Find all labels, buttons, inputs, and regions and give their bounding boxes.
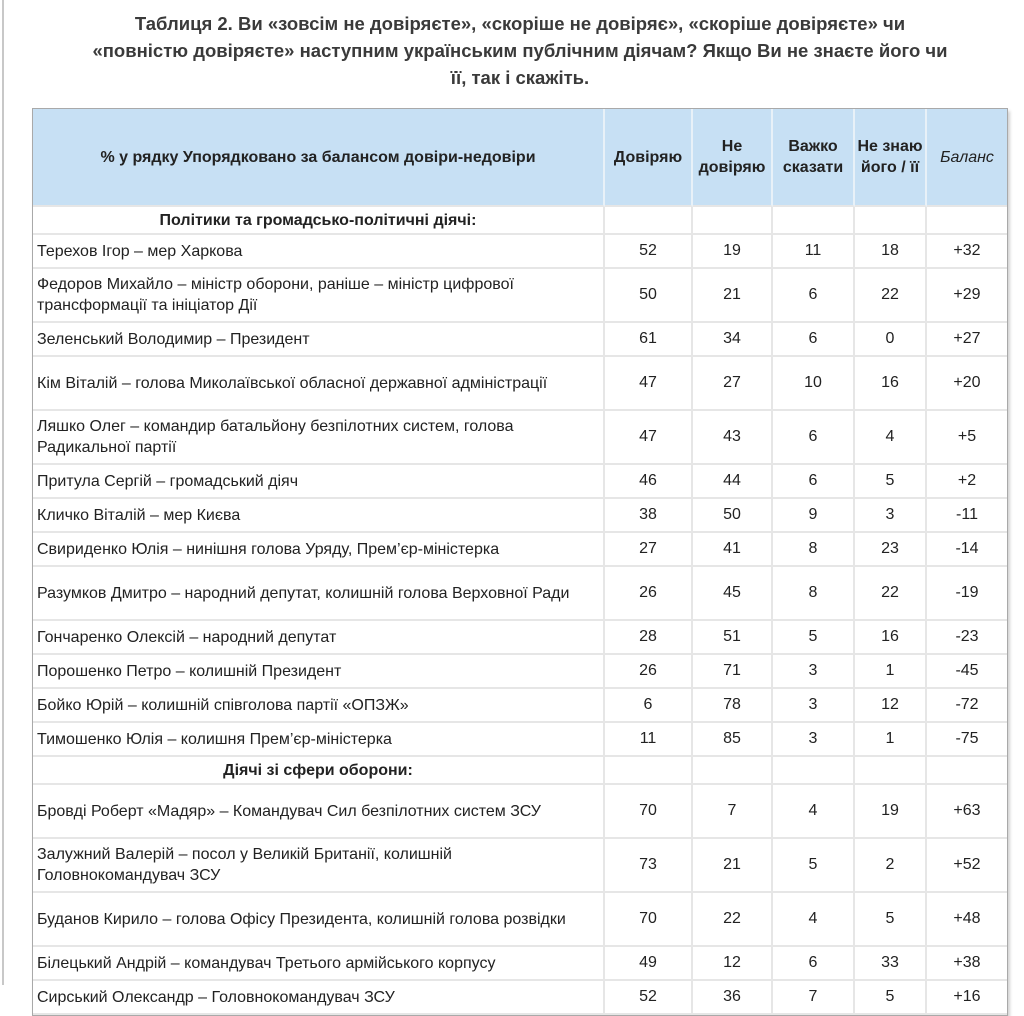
hard-to-say-cell: 6 <box>773 269 855 323</box>
distrust-cell: 43 <box>693 411 773 465</box>
hard-to-say-cell: 10 <box>773 357 855 411</box>
section-header-row <box>33 757 1007 785</box>
table-row <box>33 655 1007 689</box>
balance-cell: +27 <box>927 323 1007 357</box>
person-name-cell: Свириденко Юлія – нинішня голова Уряду, Прем’єр-міністерка <box>33 533 605 567</box>
distrust-cell: 22 <box>693 893 773 947</box>
person-name-cell: Залужний Валерій – посол у Великій Британії, колишній Головнокомандувач ЗСУ <box>33 839 605 893</box>
dont-know-cell: 5 <box>855 981 927 1015</box>
trust-cell: 73 <box>605 839 693 893</box>
caption-line-2: «повністю довіряєте» наступним українським публічним діячам? Якщо Ви не знаєте його чи <box>92 40 948 61</box>
table-row <box>33 981 1007 1015</box>
trust-cell: 52 <box>605 981 693 1015</box>
balance-cell: -45 <box>927 655 1007 689</box>
distrust-cell: 36 <box>693 981 773 1015</box>
table-row <box>33 785 1007 839</box>
balance-cell: -11 <box>927 499 1007 533</box>
dont-know-cell: 19 <box>855 785 927 839</box>
table-row <box>33 323 1007 357</box>
balance-cell: +20 <box>927 357 1007 411</box>
page-left-border <box>2 0 4 985</box>
dont-know-cell: 23 <box>855 533 927 567</box>
header-balance: Баланс <box>927 109 1007 207</box>
trust-cell: 38 <box>605 499 693 533</box>
table-body <box>33 207 1007 1015</box>
person-name-cell: Бровді Роберт «Мадяр» – Командувач Сил безпілотних систем ЗСУ <box>33 785 605 839</box>
hard-to-say-cell: 5 <box>773 621 855 655</box>
person-name-cell: Білецький Андрій – командувач Третього армійського корпусу <box>33 947 605 981</box>
dont-know-cell: 18 <box>855 235 927 269</box>
hard-to-say-cell: 4 <box>773 893 855 947</box>
caption-line-1: Таблиця 2. Ви «зовсім не довіряєте», «скоріше не довіряє», «скоріше довіряєте» чи <box>134 13 906 34</box>
distrust-cell: 85 <box>693 723 773 757</box>
header-name: % у рядку Упорядковано за балансом довіри-недовіри <box>33 109 605 207</box>
hard-to-say-cell: 11 <box>773 235 855 269</box>
distrust-cell: 71 <box>693 655 773 689</box>
distrust-cell: 45 <box>693 567 773 621</box>
trust-cell: 70 <box>605 893 693 947</box>
distrust-cell: 51 <box>693 621 773 655</box>
trust-cell: 27 <box>605 533 693 567</box>
section-empty-cell <box>605 207 693 235</box>
dont-know-cell: 16 <box>855 621 927 655</box>
dont-know-cell: 5 <box>855 465 927 499</box>
distrust-cell: 7 <box>693 785 773 839</box>
table-row <box>33 235 1007 269</box>
table-caption <box>20 10 1020 91</box>
dont-know-cell: 33 <box>855 947 927 981</box>
person-name-cell: Порошенко Петро – колишній Президент <box>33 655 605 689</box>
balance-cell: +16 <box>927 981 1007 1015</box>
dont-know-cell: 12 <box>855 689 927 723</box>
hard-to-say-cell: 6 <box>773 411 855 465</box>
person-name-cell: Федоров Михайло – міністр оборони, раніше – міністр цифрової трансформації та ініціатор Дії <box>33 269 605 323</box>
hard-to-say-cell: 3 <box>773 655 855 689</box>
section-empty-cell <box>927 207 1007 235</box>
distrust-cell: 34 <box>693 323 773 357</box>
balance-cell: +63 <box>927 785 1007 839</box>
dont-know-cell: 0 <box>855 323 927 357</box>
table-row <box>33 621 1007 655</box>
header-hard-to-say: Важко сказати <box>773 109 855 207</box>
dont-know-cell: 2 <box>855 839 927 893</box>
table-row <box>33 465 1007 499</box>
trust-cell: 49 <box>605 947 693 981</box>
table-row <box>33 533 1007 567</box>
person-name-cell: Разумков Дмитро – народний депутат, колишній голова Верховної Ради <box>33 567 605 621</box>
caption-line-3: її, так і скажіть. <box>450 67 590 88</box>
person-name-cell: Ляшко Олег – командир батальйону безпілотних систем, голова Радикальної партії <box>33 411 605 465</box>
hard-to-say-cell: 3 <box>773 689 855 723</box>
person-name-cell: Гончаренко Олексій – народний депутат <box>33 621 605 655</box>
balance-cell: +29 <box>927 269 1007 323</box>
balance-cell: -23 <box>927 621 1007 655</box>
hard-to-say-cell: 6 <box>773 947 855 981</box>
table-row <box>33 411 1007 465</box>
balance-cell: +38 <box>927 947 1007 981</box>
dont-know-cell: 22 <box>855 567 927 621</box>
person-name-cell: Тимошенко Юлія – колишня Прем’єр-міністерка <box>33 723 605 757</box>
table-row <box>33 947 1007 981</box>
person-name-cell: Бойко Юрій – колишній співголова партії «ОПЗЖ» <box>33 689 605 723</box>
balance-cell: +5 <box>927 411 1007 465</box>
distrust-cell: 44 <box>693 465 773 499</box>
balance-cell: -75 <box>927 723 1007 757</box>
section-empty-cell <box>693 207 773 235</box>
hard-to-say-cell: 9 <box>773 499 855 533</box>
hard-to-say-cell: 4 <box>773 785 855 839</box>
balance-cell: +48 <box>927 893 1007 947</box>
trust-cell: 52 <box>605 235 693 269</box>
balance-cell: -72 <box>927 689 1007 723</box>
dont-know-cell: 1 <box>855 723 927 757</box>
section-title: Діячі зі сфери оборони: <box>33 757 605 785</box>
trust-cell: 61 <box>605 323 693 357</box>
dont-know-cell: 5 <box>855 893 927 947</box>
section-empty-cell <box>855 207 927 235</box>
person-name-cell: Притула Сергій – громадський діяч <box>33 465 605 499</box>
dont-know-cell: 3 <box>855 499 927 533</box>
trust-cell: 28 <box>605 621 693 655</box>
section-empty-cell <box>605 757 693 785</box>
table-row <box>33 839 1007 893</box>
trust-cell: 47 <box>605 357 693 411</box>
section-empty-cell <box>855 757 927 785</box>
trust-cell: 26 <box>605 655 693 689</box>
dont-know-cell: 1 <box>855 655 927 689</box>
distrust-cell: 19 <box>693 235 773 269</box>
distrust-cell: 12 <box>693 947 773 981</box>
trust-table-container <box>32 108 1008 1016</box>
table-row <box>33 499 1007 533</box>
hard-to-say-cell: 6 <box>773 465 855 499</box>
balance-cell: +32 <box>927 235 1007 269</box>
balance-cell: +2 <box>927 465 1007 499</box>
section-header-row <box>33 207 1007 235</box>
section-empty-cell <box>927 757 1007 785</box>
table-row <box>33 567 1007 621</box>
trust-table <box>33 109 1007 1015</box>
table-row <box>33 357 1007 411</box>
header-dont-know: Не знаю його / її <box>855 109 927 207</box>
hard-to-say-cell: 3 <box>773 723 855 757</box>
trust-cell: 26 <box>605 567 693 621</box>
section-title: Політики та громадсько-політичні діячі: <box>33 207 605 235</box>
hard-to-say-cell: 5 <box>773 839 855 893</box>
header-trust: Довіряю <box>605 109 693 207</box>
header-distrust: Не довіряю <box>693 109 773 207</box>
balance-cell: -19 <box>927 567 1007 621</box>
person-name-cell: Терехов Ігор – мер Харкова <box>33 235 605 269</box>
distrust-cell: 27 <box>693 357 773 411</box>
table-header-row <box>33 109 1007 207</box>
hard-to-say-cell: 8 <box>773 567 855 621</box>
trust-cell: 70 <box>605 785 693 839</box>
person-name-cell: Кличко Віталій – мер Києва <box>33 499 605 533</box>
person-name-cell: Зеленський Володимир – Президент <box>33 323 605 357</box>
section-empty-cell <box>773 207 855 235</box>
section-empty-cell <box>693 757 773 785</box>
section-empty-cell <box>773 757 855 785</box>
table-row <box>33 893 1007 947</box>
person-name-cell: Сирський Олександр – Головнокомандувач ЗСУ <box>33 981 605 1015</box>
distrust-cell: 21 <box>693 269 773 323</box>
table-row <box>33 689 1007 723</box>
trust-cell: 50 <box>605 269 693 323</box>
trust-cell: 11 <box>605 723 693 757</box>
dont-know-cell: 16 <box>855 357 927 411</box>
trust-cell: 46 <box>605 465 693 499</box>
distrust-cell: 21 <box>693 839 773 893</box>
table-row <box>33 723 1007 757</box>
dont-know-cell: 22 <box>855 269 927 323</box>
distrust-cell: 41 <box>693 533 773 567</box>
person-name-cell: Кім Віталій – голова Миколаївської обласної державної адміністрації <box>33 357 605 411</box>
distrust-cell: 78 <box>693 689 773 723</box>
distrust-cell: 50 <box>693 499 773 533</box>
trust-cell: 6 <box>605 689 693 723</box>
table-row <box>33 269 1007 323</box>
trust-cell: 47 <box>605 411 693 465</box>
dont-know-cell: 4 <box>855 411 927 465</box>
hard-to-say-cell: 8 <box>773 533 855 567</box>
hard-to-say-cell: 7 <box>773 981 855 1015</box>
person-name-cell: Буданов Кирило – голова Офісу Президента, колишній голова розвідки <box>33 893 605 947</box>
hard-to-say-cell: 6 <box>773 323 855 357</box>
balance-cell: +52 <box>927 839 1007 893</box>
balance-cell: -14 <box>927 533 1007 567</box>
